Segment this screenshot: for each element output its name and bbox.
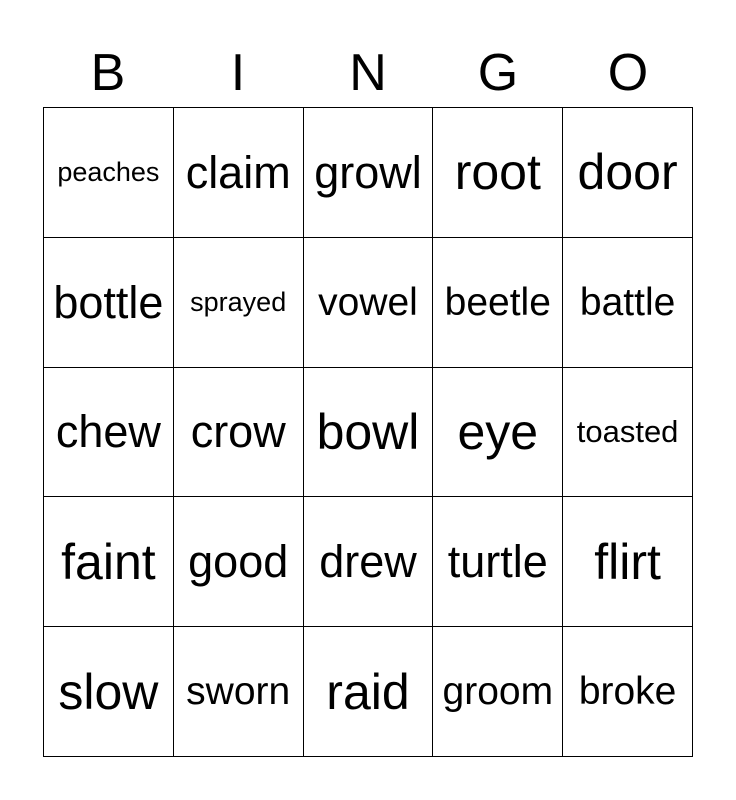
bingo-cell[interactable]: bowl [304,368,434,498]
bingo-cell[interactable]: sprayed [174,238,304,368]
bingo-cell[interactable]: faint [44,497,174,627]
bingo-cell[interactable]: sworn [174,627,304,757]
bingo-cell[interactable]: toasted [563,368,693,498]
header-letter-n: N [349,44,387,102]
bingo-cell[interactable]: beetle [433,238,563,368]
header-letter-g: G [477,44,519,102]
bingo-cell[interactable]: flirt [563,497,693,627]
bingo-cell[interactable]: chew [44,368,174,498]
bingo-cell[interactable]: crow [174,368,304,498]
header-letter-i: I [230,44,246,102]
bingo-cell[interactable]: growl [304,108,434,238]
bingo-cell[interactable]: raid [304,627,434,757]
header-letter-b: B [90,44,126,102]
bingo-cell[interactable]: peaches [44,108,174,238]
bingo-cell[interactable]: broke [563,627,693,757]
bingo-cell[interactable]: eye [433,368,563,498]
bingo-cell[interactable]: door [563,108,693,238]
bingo-cell[interactable]: turtle [433,497,563,627]
bingo-cell[interactable]: bottle [44,238,174,368]
bingo-cell[interactable]: slow [44,627,174,757]
bingo-cell[interactable]: drew [304,497,434,627]
header-letter-o: O [607,44,649,102]
bingo-board [43,107,693,757]
bingo-cell[interactable]: claim [174,108,304,238]
bingo-cell[interactable]: good [174,497,304,627]
bingo-cell[interactable]: vowel [304,238,434,368]
bingo-cell[interactable]: groom [433,627,563,757]
bingo-header [43,40,693,106]
bingo-cell[interactable]: root [433,108,563,238]
bingo-cell[interactable]: battle [563,238,693,368]
